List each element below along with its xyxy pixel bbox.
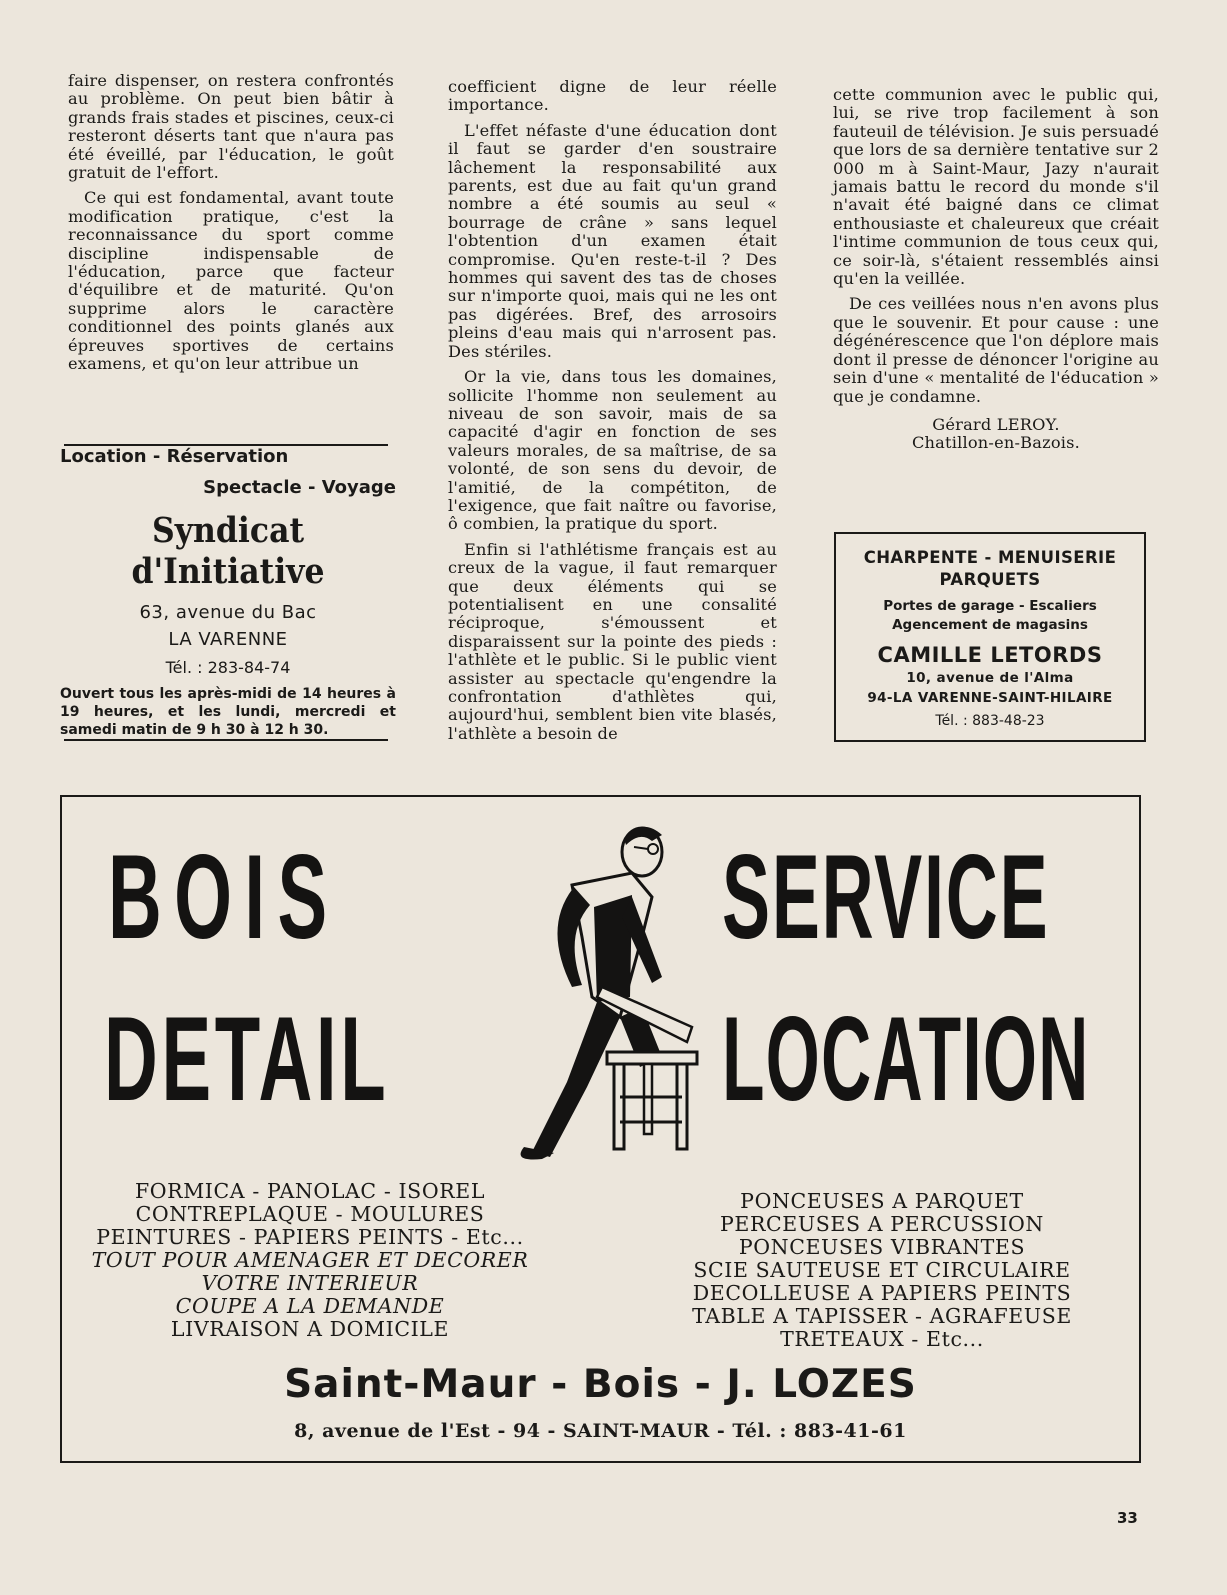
bois-ad [60, 795, 1141, 1463]
list-item: LIVRAISON A DOMICILE [170, 1317, 450, 1341]
list-item: VOTRE INTERIEUR [201, 1271, 419, 1295]
ad-tel: Tél. : 283-84-74 [165, 658, 291, 677]
carpenter-illustration [502, 817, 712, 1162]
divider-bottom [64, 739, 388, 741]
headline-bois: BOIS [108, 830, 340, 964]
headline-detail: DETAIL [104, 992, 390, 1126]
paragraph: faire dispenser, on restera confrontés au problème. On peut bien bâtir à grands frais stades et piscines, ceux-ci resteront déserts tant que n'aura pas été éveillé, par l'éducation, le goût gratuit de l'effort. [68, 71, 394, 183]
author-place: Chatillon-en-Bazois. [911, 433, 1081, 453]
page-number: 33 [1117, 1509, 1138, 1527]
list-item: TRETEAUX - Etc... [780, 1327, 984, 1351]
paragraph: coefficient digne de leur réelle importance. [448, 77, 777, 115]
paragraph: Or la vie, dans tous les domaines, sollicite l'homme non seulement au niveau de son savoir, mais de sa capacité d'agir en fonction de ses valeurs morales, de sa maîtrise, de sa volonté, de son sens du devoir, de l'amitié, de la compétiton, de l'exigence, que fait naître ou favorise, ô combien, la pratique du sport. [448, 367, 777, 534]
paragraph: L'effet néfaste d'une éducation dont il faut se garder d'en soustraire lâchement la responsabilité aux parents, est due au fait qu'un grand nombre a été soumis au seul « bourrage de crâne » sans lequel l'obtention d'un examen était compromise. Qu'en reste-t-il ? Des hommes qui savent des tas de choses sur n'importe quoi, mais qui ne les ont pas digérées. Bref, des arrosoirs pleins d'eau mais qui n'arrosent pas. Des stériles. [448, 120, 777, 361]
list-item: SCIE SAUTEUSE ET CIRCULAIRE [693, 1258, 1071, 1282]
list-item: COUPE A LA DEMANDE [175, 1294, 445, 1318]
paragraph: cette communion avec le public qui, lui, se rive trop facilement à son fauteuil de télévision. Je suis persuadé que lors de sa dernière tentative sur 2 000 m à Saint-Maur, Jazy n'aurait jamais battu le record du monde s'il n'avait été baigné dans ce climat enthousiaste et chaleureux que créait l'intime communion de tous ceux qui, ce soir-là, s'étaient ressemblés ainsi qu'en la veillée. [833, 85, 1159, 289]
list-item: PONCEUSES A PARQUET [740, 1189, 1024, 1213]
article-column-1 [68, 72, 394, 381]
product-list [90, 1180, 530, 1341]
list-item: DECOLLEUSE A PAPIERS PEINTS [692, 1281, 1072, 1305]
list-item: FORMICA - PANOLAC - ISOREL [134, 1179, 486, 1203]
brand-name: Saint-Maur - Bois - J. LOZES [284, 1362, 917, 1407]
paragraph: De ces veillées nous n'en avons plus que le souvenir. Et pour cause : une dégénérescence que l'on déplore mais dont il presse de dénoncer l'origine au sein d'une « mentalité de l'éducation » que je condamne. [833, 294, 1159, 406]
list-item: CONTREPLAQUE - MOULURES [135, 1202, 485, 1226]
ad-title: Syndicat d'Initiative [131, 510, 325, 592]
charpente-ad [834, 532, 1146, 742]
author-name: Gérard LEROY. [932, 414, 1060, 434]
article-column-3 [833, 86, 1159, 453]
ad-heading: CHARPENTE - MENUISERIE [863, 548, 1117, 567]
ad-subline: Agencement de magasins [892, 617, 1088, 633]
headline-location: LOCATION [722, 992, 1090, 1126]
list-item: PONCEUSES VIBRANTES [738, 1235, 1026, 1259]
ad-line: Spectacle - Voyage [203, 477, 396, 498]
ad-tel: Tél. : 883-48-23 [935, 713, 1045, 729]
list-item: PERCEUSES A PERCUSSION [720, 1212, 1044, 1236]
signature [833, 416, 1159, 453]
article-column-2 [448, 78, 777, 743]
ad-heading: PARQUETS [939, 570, 1041, 589]
ad-address: 63, avenue du Bac [139, 602, 317, 623]
ad-address: 10, avenue de l'Alma [906, 670, 1074, 686]
ad-hours: Ouvert tous les après-midi de 14 heures à 19 heures, et les lundi, mercredi et samedi matin de 9 h 30 à 12 h 30. [60, 686, 396, 738]
paragraph: Ce qui est fondamental, avant toute modification pratique, c'est la reconnaissance du sport comme discipline indispensable de l'éducation, parce que facteur d'équilibre et de maturité. Qu'on supprime alors le caractère conditionnel des points glanés aux épreuves sportives de certains examens, et qu'on leur attribue un [68, 188, 394, 374]
list-item: TOUT POUR AMENAGER ET DECORER [91, 1248, 529, 1272]
ad-city: LA VARENNE [168, 629, 288, 650]
syndicat-ad [60, 446, 396, 739]
ad-city: 94-LA VARENNE-SAINT-HILAIRE [867, 690, 1113, 706]
rental-list [662, 1190, 1102, 1351]
ad-subline: Portes de garage - Escaliers [883, 598, 1097, 614]
list-item: TABLE A TAPISSER - AGRAFEUSE [692, 1304, 1072, 1328]
brand-address: 8, avenue de l'Est - 94 - SAINT-MAUR - Tél. : 883-41-61 [294, 1420, 907, 1442]
list-item: PEINTURES - PAPIERS PEINTS - Etc... [96, 1225, 524, 1249]
ad-company-name: CAMILLE LETORDS [877, 643, 1103, 667]
headline-service: SERVICE [722, 830, 1050, 964]
paragraph: Enfin si l'athlétisme français est au creux de la vague, il faut remarquer que deux éléments qui se potentialisent en une consalité réciproque, s'émoussent et disparaissent sur la pointe des pieds : l'athlète et le public. Si le public vient assister au spectacle qu'engendre la confrontation d'athlètes qui, aujourd'hui, semblent bien vite blasés, l'athlète a besoin de [448, 539, 777, 743]
ad-line: Location - Réservation [60, 446, 289, 467]
